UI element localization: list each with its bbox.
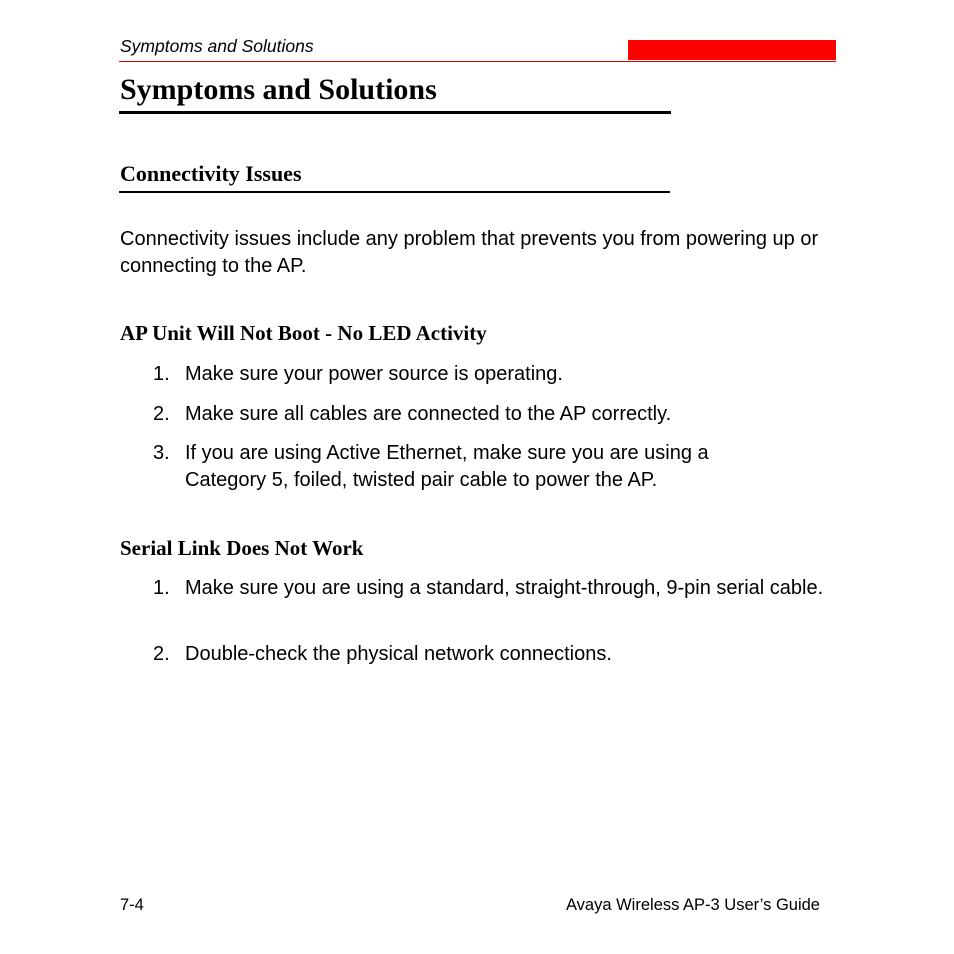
title-rule	[119, 111, 671, 114]
subsection-heading-no-boot: AP Unit Will Not Boot - No LED Activity	[120, 321, 487, 345]
header-accent-bar	[628, 40, 836, 60]
page-title: Symptoms and Solutions	[120, 73, 437, 106]
list-item-text: If you are using Active Ethernet, make sure you are using a Category 5, foiled, twisted pair cable to power the AP.	[185, 442, 709, 491]
list-item-number: 3.	[153, 442, 170, 464]
list-item-text: Make sure your power source is operating.	[185, 363, 563, 385]
footer-doc-title: Avaya Wireless AP-3 User’s Guide	[565, 896, 820, 914]
section-intro: Connectivity issues include any problem that prevents you from powering up or connecting to the AP.	[120, 228, 819, 277]
page-number: 7-4	[120, 896, 144, 914]
list-item	[153, 401, 843, 428]
header-rule	[119, 61, 836, 62]
list-item-number: 1.	[153, 577, 170, 599]
list-item	[153, 575, 853, 602]
list-item	[153, 641, 843, 668]
list-item	[153, 440, 773, 494]
list-item-text: Double-check the physical network connections.	[185, 643, 612, 665]
subsection-heading-serial-link: Serial Link Does Not Work	[120, 536, 364, 560]
running-header: Symptoms and Solutions	[120, 36, 314, 56]
list-item-text: Make sure you are using a standard, straight-through, 9-pin serial cable.	[185, 577, 824, 599]
section-rule	[119, 191, 670, 193]
list-item-text: Make sure all cables are connected to the AP correctly.	[185, 403, 672, 425]
list-item-number: 2.	[153, 643, 170, 665]
list-item-number: 1.	[153, 363, 170, 385]
list-item-number: 2.	[153, 403, 170, 425]
section-heading: Connectivity Issues	[120, 161, 302, 186]
list-item	[153, 361, 843, 388]
